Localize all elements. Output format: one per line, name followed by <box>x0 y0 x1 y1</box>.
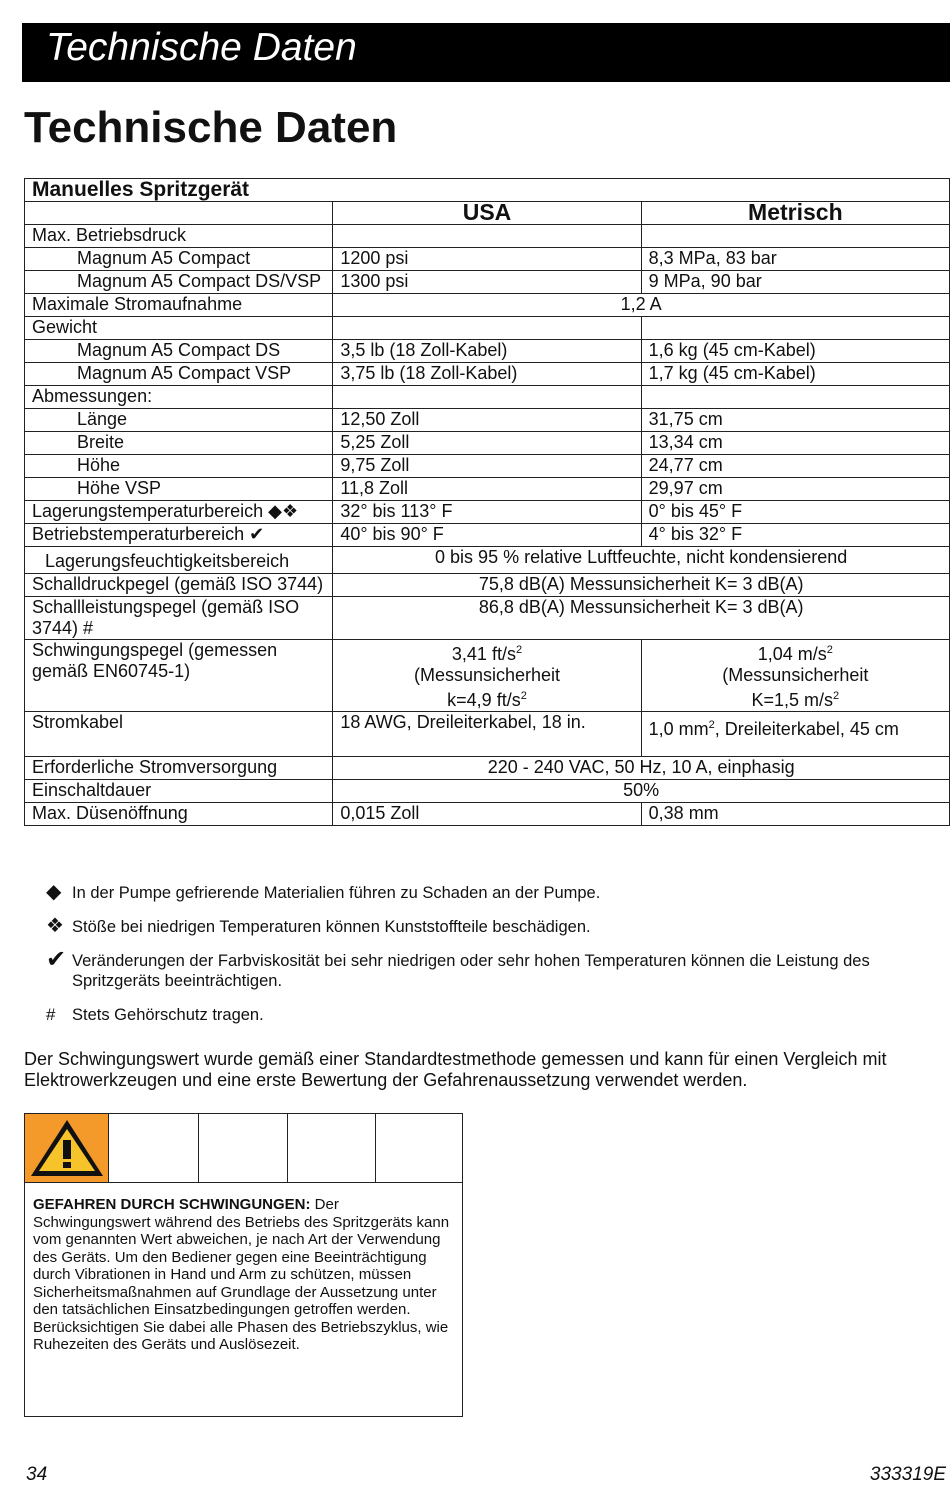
table-row <box>25 640 950 712</box>
footnote-text: Stets Gehörschutz tragen. <box>72 1006 264 1024</box>
row-label: Magnum A5 Compact VSP <box>25 363 333 386</box>
row-usa: 18 AWG, Dreileiterkabel, 18 in. <box>333 712 641 757</box>
footnote-item <box>44 946 944 991</box>
row-label: Einschaltdauer <box>25 780 333 803</box>
row-usa: 3,75 lb (18 Zoll-Kabel) <box>333 363 641 386</box>
row-label: Max. Düsenöffnung <box>25 803 333 826</box>
row-value: 0 bis 95 % relative Luftfeuchte, nicht kondensierend <box>333 547 950 574</box>
footnote-item <box>44 1005 944 1025</box>
table-row <box>25 386 950 409</box>
table-row <box>25 294 950 317</box>
warning-text <box>33 1196 453 1354</box>
row-metric: 31,75 cm <box>641 409 949 432</box>
warning-icon-row <box>25 1114 462 1183</box>
row-metric: 0° bis 45° F <box>641 501 949 524</box>
warning-body: Der Schwingungswert während des Betriebs des Spritzgeräts kann vom genannten Wert abweichen, je nach Art der Verwendung des Geräts. Um den Bediener gegen eine Beeinträchtigung durch Vibrationen in Hand und Arm zu schützen, müssen Sicherheitsmaßnahmen auf Grundlage der Aussetzung unter den tatsächlichen Einsatzbedingungen getroffen werden. Berücksichtigen Sie dabei alle Phasen des Betriebszyklus, wie Ruhezeiten des Geräts und Auslösezeit. <box>33 1196 450 1353</box>
row-label: Länge <box>25 409 333 432</box>
metric-value-a: 1,0 mm <box>648 719 709 739</box>
footnote-item <box>44 883 944 903</box>
table-row <box>25 363 950 386</box>
row-metric: 4° bis 32° F <box>641 524 949 547</box>
table-row <box>25 317 950 340</box>
table-row <box>25 757 950 780</box>
row-value: 50% <box>333 780 950 803</box>
table-title: Manuelles Spritzgerät <box>25 179 950 202</box>
row-usa: 0,015 Zoll <box>333 803 641 826</box>
row-value: 220 - 240 VAC, 50 Hz, 10 A, einphasig <box>333 757 950 780</box>
metric-value-c: K=1,5 m/s <box>751 690 834 710</box>
document-number: 333319E <box>869 1464 946 1485</box>
table-row <box>25 271 950 294</box>
table-row <box>25 780 950 803</box>
row-metric: 1,7 kg (45 cm-Kabel) <box>641 363 949 386</box>
warning-box <box>24 1113 463 1417</box>
footnote-text: Veränderungen der Farbviskosität bei sehr niedrigen oder sehr hohen Temperaturen können die Leistung des Spritzgeräts beeinträchtigen. <box>72 952 870 990</box>
page-title: Technische Daten <box>24 103 398 152</box>
warning-icon-cell <box>199 1114 288 1182</box>
row-label: Betriebstemperaturbereich ✔ <box>25 524 333 547</box>
row-usa: 3,5 lb (18 Zoll-Kabel) <box>333 340 641 363</box>
row-value: 1,2 A <box>333 294 950 317</box>
metric-value-b: (Messunsicherheit <box>722 665 869 685</box>
row-usa: 5,25 Zoll <box>333 432 641 455</box>
page-number: 34 <box>26 1464 48 1485</box>
header-metric: Metrisch <box>641 202 949 225</box>
row-metric: 24,77 cm <box>641 455 949 478</box>
row-metric: 29,97 cm <box>641 478 949 501</box>
section-banner <box>22 23 950 82</box>
row-label: Gewicht <box>25 317 333 340</box>
table-row <box>25 409 950 432</box>
row-usa <box>333 640 641 712</box>
table-row <box>25 597 950 640</box>
row-label: Max. Betriebsdruck <box>25 225 333 248</box>
row-label: Höhe <box>25 455 333 478</box>
usa-value-c: k=4,9 ft/s <box>447 690 521 710</box>
metric-value-b: , Dreileiterkabel, 45 cm <box>714 719 899 739</box>
usa-sup-c: 2 <box>520 690 527 702</box>
row-metric <box>641 640 949 712</box>
hash-icon: # <box>46 1005 56 1024</box>
metric-value-a: 1,04 m/s <box>757 644 827 664</box>
row-usa <box>333 386 641 409</box>
row-metric: 1,6 kg (45 cm-Kabel) <box>641 340 949 363</box>
footnote-text: In der Pumpe gefrierende Materialien führen zu Schaden an der Pumpe. <box>72 884 601 902</box>
table-row <box>25 524 950 547</box>
row-usa: 11,8 Zoll <box>333 478 641 501</box>
row-label: Abmessungen: <box>25 386 333 409</box>
usa-value-a: 3,41 ft/s <box>451 644 516 664</box>
table-row <box>25 432 950 455</box>
row-metric: 0,38 mm <box>641 803 949 826</box>
table-row <box>25 501 950 524</box>
table-row <box>25 225 950 248</box>
row-metric: 8,3 MPa, 83 bar <box>641 248 949 271</box>
warning-icon-cell <box>109 1114 199 1182</box>
metric-sup-c: 2 <box>833 690 840 702</box>
header-empty <box>25 202 333 225</box>
footnotes <box>44 883 944 1039</box>
row-label: Schwingungspegel (gemessen gemäß EN60745-1) <box>25 640 333 712</box>
vibration-paragraph: Der Schwingungswert wurde gemäß einer Standardtestmethode gemessen und kann für einen Vergleich mit Elektrowerkzeugen und eine erste Bewertung der Gefahrenaussetzung verwendet werden. <box>24 1049 887 1090</box>
row-usa: 9,75 Zoll <box>333 455 641 478</box>
warning-triangle-icon <box>25 1114 109 1182</box>
row-label: Magnum A5 Compact DS <box>25 340 333 363</box>
row-usa: 12,50 Zoll <box>333 409 641 432</box>
row-label: Lagerungstemperaturbereich ◆❖ <box>25 501 333 524</box>
footnote-text: Stöße bei niedrigen Temperaturen können Kunststoffteile beschädigen. <box>72 918 591 936</box>
row-metric: 9 MPa, 90 bar <box>641 271 949 294</box>
row-metric <box>641 386 949 409</box>
row-label: Magnum A5 Compact <box>25 248 333 271</box>
row-usa <box>333 317 641 340</box>
table-row <box>25 455 950 478</box>
metric-sup-a: 2 <box>826 644 833 656</box>
row-usa <box>333 225 641 248</box>
table-row <box>25 547 950 574</box>
metric-sup: 2 <box>708 719 715 731</box>
table-row <box>25 803 950 826</box>
row-metric <box>641 225 949 248</box>
header-usa: USA <box>333 202 641 225</box>
row-label: Maximale Stromaufnahme <box>25 294 333 317</box>
diamond-icon: ◆ <box>46 881 62 903</box>
row-label: Erforderliche Stromversorgung <box>25 757 333 780</box>
row-label: Magnum A5 Compact DS/VSP <box>25 271 333 294</box>
row-usa: 1300 psi <box>333 271 641 294</box>
spec-table <box>24 178 950 826</box>
row-label: Höhe VSP <box>25 478 333 501</box>
banner-title: Technische Daten <box>46 26 357 69</box>
row-label: Schallleistungspegel (gemäß ISO 3744) # <box>25 597 333 640</box>
row-usa: 40° bis 90° F <box>333 524 641 547</box>
row-label: Schalldruckpegel (gemäß ISO 3744) <box>25 574 333 597</box>
row-usa: 1200 psi <box>333 248 641 271</box>
warning-icon-cell <box>288 1114 376 1182</box>
warning-heading: GEFAHREN DURCH SCHWINGUNGEN: <box>33 1196 311 1213</box>
row-value: 86,8 dB(A) Messunsicherheit K= 3 dB(A) <box>333 597 950 640</box>
row-label: Stromkabel <box>25 712 333 757</box>
row-value: 75,8 dB(A) Messunsicherheit K= 3 dB(A) <box>333 574 950 597</box>
footnote-item <box>44 917 944 937</box>
usa-sup-a: 2 <box>515 644 523 656</box>
table-row <box>25 574 950 597</box>
four-diamond-icon: ❖ <box>46 915 64 937</box>
row-label: Breite <box>25 432 333 455</box>
table-row <box>25 712 950 757</box>
row-metric <box>641 317 949 340</box>
table-row <box>25 248 950 271</box>
row-usa: 32° bis 113° F <box>333 501 641 524</box>
row-metric: 13,34 cm <box>641 432 949 455</box>
table-row <box>25 340 950 363</box>
checkmark-icon: ✔ <box>46 946 67 973</box>
usa-value-b: (Messunsicherheit <box>413 665 561 685</box>
row-label: Lagerungsfeuchtigkeitsbereich <box>25 547 333 574</box>
row-metric <box>641 712 949 757</box>
table-row <box>25 478 950 501</box>
